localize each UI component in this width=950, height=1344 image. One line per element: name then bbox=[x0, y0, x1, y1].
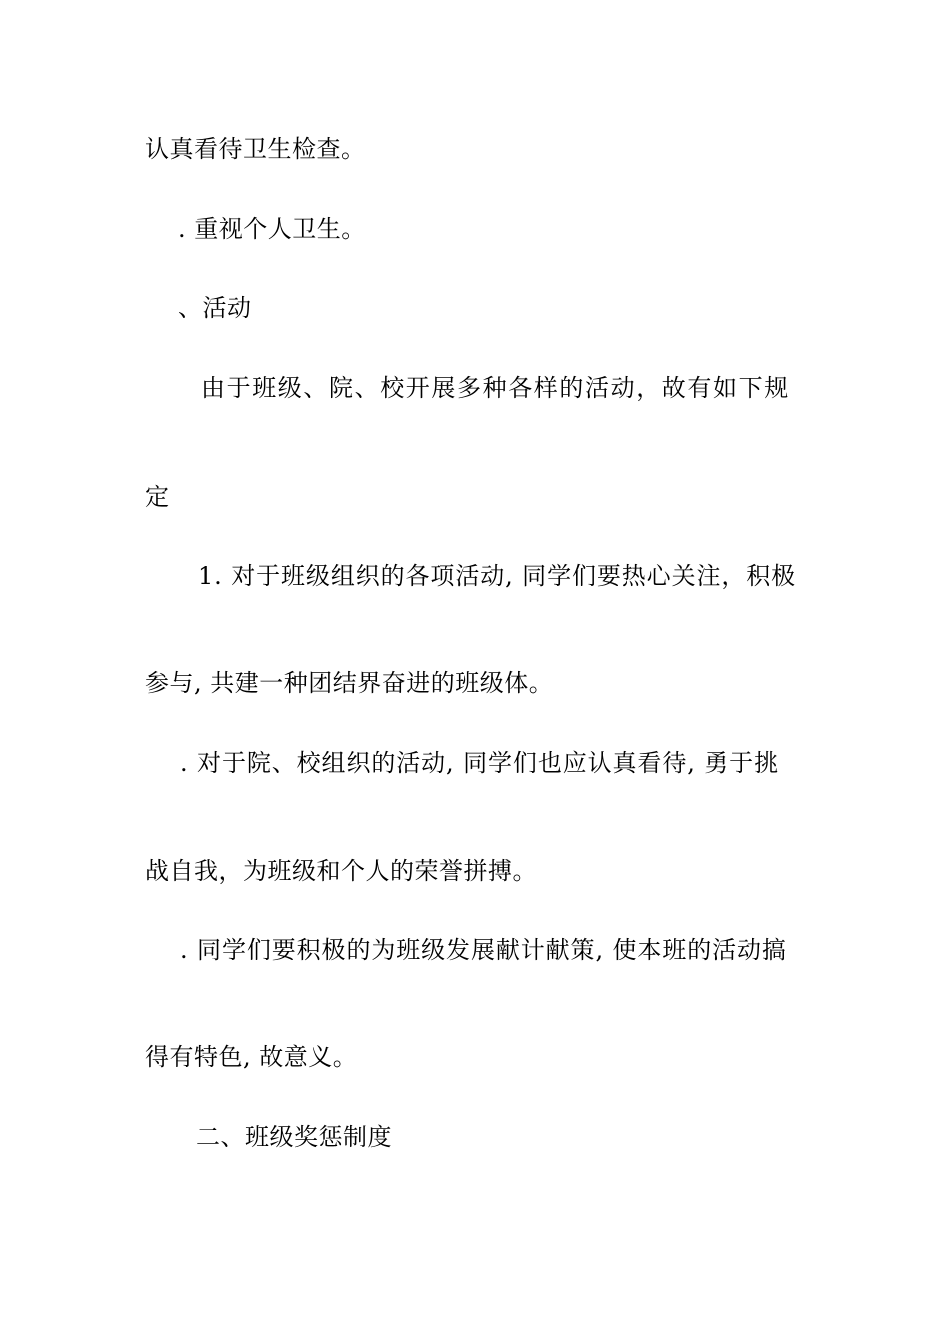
list-item-class-development: . 同学们要积极的为班级发展献计献策, 使本班的活动搞 bbox=[180, 936, 787, 964]
paragraph-line: 参与, 共建一种团结界奋进的班级体。 bbox=[145, 669, 554, 697]
section-heading-rewards-penalties: 二、班级奖惩制度 bbox=[196, 1123, 392, 1151]
paragraph-line: 得有特色, 故意义。 bbox=[145, 1043, 358, 1071]
list-item-class-activities: 1. 对于班级组织的各项活动, 同学们要热心关注，积极 bbox=[198, 562, 797, 590]
paragraph-line: 由于班级、院、校开展多种各样的活动，故有如下规 bbox=[201, 374, 790, 402]
paragraph-line: 认真看待卫生检查。 bbox=[145, 135, 366, 163]
paragraph-line: 定 bbox=[145, 483, 170, 511]
list-item-school-activities: . 对于院、校组织的活动, 同学们也应认真看待, 勇于挑 bbox=[180, 749, 779, 777]
section-heading-activities: 、活动 bbox=[178, 294, 252, 322]
list-item-personal-hygiene: . 重视个人卫生。 bbox=[178, 215, 366, 243]
paragraph-line: 战自我，为班级和个人的荣誉拼搏。 bbox=[145, 857, 537, 885]
